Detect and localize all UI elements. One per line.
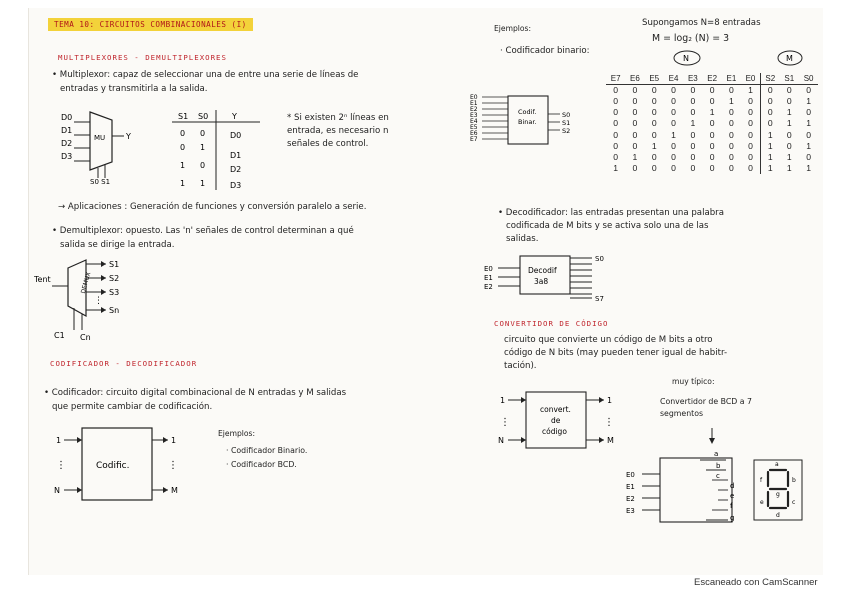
table-cell: 0 xyxy=(613,107,619,118)
svg-text:D2: D2 xyxy=(230,165,242,174)
section-heading-mux: MULTIPLEXORES - DEMULTIPLEXORES xyxy=(58,53,227,62)
table-cell: 0 xyxy=(748,163,753,174)
demux-control-cn: Cn xyxy=(80,333,91,342)
table-row xyxy=(606,96,818,107)
encoder-block-label-2: Binar. xyxy=(518,118,537,126)
demux-output-s2: S2 xyxy=(109,274,120,283)
suppose-n-line: Supongamos N=8 entradas xyxy=(642,18,761,28)
table-cell: 0 xyxy=(748,96,753,107)
table-cell: 0 xyxy=(671,163,676,174)
table-cell: 0 xyxy=(651,85,657,95)
table-cell: 1 xyxy=(786,107,792,118)
codificador-definition-line-1: • Codificador: circuito digital combinacional de N entradas y M salidas xyxy=(44,388,347,398)
table-cell: 0 xyxy=(632,129,638,140)
codificador-block-label: Codific. xyxy=(96,461,130,471)
encoder-input-e2: E2 xyxy=(470,106,478,113)
converter-output-top: 1 xyxy=(607,396,613,405)
convertidor-definition-line-2: código de N bits (may pueden tener igual de habitr- xyxy=(504,348,728,358)
mux-input-d3: D3 xyxy=(61,152,73,161)
table-cell: 0 xyxy=(760,85,779,97)
table-cell: 0 xyxy=(748,118,753,129)
mux-select-lines: S0 S1 xyxy=(90,178,111,184)
bcd-converter-line-2: segmentos xyxy=(660,409,704,418)
table-cell: 0 xyxy=(671,85,676,95)
decoder-block-label-2: 3a8 xyxy=(534,277,549,286)
binary-encoder-truth-table xyxy=(606,73,818,174)
mux-table-header-s1: S1 xyxy=(178,112,189,121)
svg-text:1: 1 xyxy=(180,179,186,188)
truth-table-header-s1: S1 xyxy=(780,73,799,85)
mux-table-row xyxy=(180,143,241,160)
svg-text:D3: D3 xyxy=(230,181,242,190)
svg-text:0: 0 xyxy=(180,143,186,152)
table-cell: 0 xyxy=(729,118,734,129)
table-cell: 1 xyxy=(806,163,811,174)
table-cell: 0 xyxy=(613,85,619,95)
svg-text:⋮: ⋮ xyxy=(168,460,178,471)
decoder-input-e1: E1 xyxy=(484,274,493,282)
convertidor-definition-line-3: tación). xyxy=(504,361,537,371)
truth-table-header-e6: E6 xyxy=(625,73,644,85)
examples-title-left: Ejemplos: xyxy=(218,429,256,438)
decoder-output-s7: S7 xyxy=(595,295,604,303)
codificador-output-top: 1 xyxy=(171,436,177,445)
table-cell: 0 xyxy=(786,85,792,95)
table-cell: 1 xyxy=(729,96,734,107)
mux-definition-line-2: entradas y transmitirla a la salida. xyxy=(60,84,208,94)
segment-output-g: g xyxy=(730,514,735,522)
applications-line: → Aplicaciones : Generación de funciones y conversión paralelo a serie. xyxy=(58,202,367,212)
decodificador-definition-line-3: salidas. xyxy=(506,234,539,244)
svg-text:1: 1 xyxy=(200,143,206,152)
encoder-output-s1: S1 xyxy=(562,119,571,127)
svg-text:⋮: ⋮ xyxy=(56,460,66,471)
table-cell: 0 xyxy=(613,118,619,129)
examples-title-right: Ejemplos: xyxy=(494,24,532,33)
table-cell: 1 xyxy=(786,118,792,129)
encoder-input-e5: E5 xyxy=(470,124,478,131)
demux-output-s3: S3 xyxy=(109,288,120,297)
scanner-watermark: Escaneado con CamScanner xyxy=(694,577,818,588)
truth-table-header-s2: S2 xyxy=(760,73,779,85)
decodificador-diagram xyxy=(482,250,622,306)
table-cell: 0 xyxy=(729,129,734,140)
bcd-input-e3: E3 xyxy=(626,507,635,515)
demux-block-label: DEMUX xyxy=(79,271,93,295)
table-cell: 0 xyxy=(651,129,657,140)
table-cell: 0 xyxy=(729,140,734,151)
encoder-input-e7: E7 xyxy=(470,136,478,143)
table-cell: 1 xyxy=(748,85,753,95)
example-bcd: · Codificador BCD. xyxy=(226,460,297,469)
segment-output-f: f xyxy=(730,502,733,510)
decoder-block-label-1: Decodif xyxy=(528,266,557,275)
decodificador-definition-line-1: • Decodificador: las entradas presentan una palabra xyxy=(498,208,724,218)
table-cell: 0 xyxy=(748,152,753,163)
table-row xyxy=(606,85,818,97)
svg-text:⋮: ⋮ xyxy=(604,417,614,428)
table-cell: 0 xyxy=(613,152,619,163)
table-cell: 1 xyxy=(632,152,638,163)
table-cell: 0 xyxy=(806,152,811,163)
table-cell: 0 xyxy=(786,129,792,140)
svg-text:b: b xyxy=(792,477,796,484)
bcd-converter-line-1: Convertidor de BCD a 7 xyxy=(660,397,752,406)
truth-table-header-e3: E3 xyxy=(683,73,702,85)
truth-table-header-s0: S0 xyxy=(799,73,818,85)
bcd-input-e0: E0 xyxy=(626,471,635,479)
decoder-output-s0: S0 xyxy=(595,255,604,263)
code-converter-diagram xyxy=(494,388,624,452)
truth-table-header-e5: E5 xyxy=(645,73,664,85)
decodificador-definition-line-2: codificada de M bits y se activa solo una de las xyxy=(506,221,709,231)
mux-table-header-y: Y xyxy=(232,112,237,121)
table-cell: 0 xyxy=(690,85,696,95)
encoder-input-e1: E1 xyxy=(470,100,478,107)
mux-input-d1: D1 xyxy=(61,126,73,135)
svg-text:0: 0 xyxy=(200,129,206,138)
table-cell: 0 xyxy=(690,163,696,174)
encoder-output-s0: S0 xyxy=(562,111,571,119)
mux-diagram xyxy=(60,108,140,184)
truth-table-header-e7: E7 xyxy=(606,73,625,85)
demux-diagram xyxy=(34,254,144,342)
table-cell: 0 xyxy=(748,107,753,118)
table-cell: 0 xyxy=(671,140,676,151)
table-cell: 0 xyxy=(632,118,638,129)
table-cell: 1 xyxy=(760,152,779,163)
table-cell: 0 xyxy=(632,96,638,107)
table-cell: 1 xyxy=(671,129,676,140)
truth-table-header-e1: E1 xyxy=(722,73,741,85)
decoder-input-e2: E2 xyxy=(484,283,493,291)
table-cell: 0 xyxy=(651,96,657,107)
codificador-diagram xyxy=(50,422,190,506)
codificador-input-bottom: N xyxy=(54,486,60,495)
svg-text:⋮: ⋮ xyxy=(94,296,103,306)
table-cell: 1 xyxy=(786,163,792,174)
mux-table-header-s0: S0 xyxy=(198,112,209,121)
table-cell: 0 xyxy=(690,152,696,163)
table-cell: 1 xyxy=(709,107,715,118)
table-cell: 0 xyxy=(709,129,715,140)
badge-m: M xyxy=(786,54,793,63)
truth-table-header-e0: E0 xyxy=(741,73,760,85)
table-row xyxy=(606,152,818,163)
encoder-input-e3: E3 xyxy=(470,112,478,119)
table-cell: 0 xyxy=(651,152,657,163)
mux-note-line-3: señales de control. xyxy=(287,139,369,149)
section-heading-codificador: CODIFICADOR - DECODIFICADOR xyxy=(50,359,198,368)
mux-note-line-1: * Si existen 2ⁿ líneas en xyxy=(287,113,389,123)
demux-definition-line-1: • Demultiplexor: opuesto. Las 'n' señales de control determinan a qué xyxy=(52,226,354,236)
converter-input-top: 1 xyxy=(500,396,506,405)
mux-truth-table xyxy=(170,108,265,194)
svg-text:1: 1 xyxy=(200,179,206,188)
table-cell: 1 xyxy=(806,96,811,107)
convertidor-definition-line-1: circuito que convierte un código de M bits a otro xyxy=(504,335,713,345)
mux-table-row xyxy=(180,179,241,190)
table-cell: 0 xyxy=(613,96,619,107)
seven-segment-display-icon xyxy=(754,460,802,520)
table-cell: 1 xyxy=(760,163,779,174)
segment-output-d: d xyxy=(730,482,735,490)
codificador-definition-line-2: que permite cambiar de codificación. xyxy=(52,402,213,412)
nm-badges xyxy=(660,49,810,67)
demux-output-sn: Sn xyxy=(109,306,120,315)
converter-block-label-1: convert. xyxy=(540,405,571,414)
mux-input-d2: D2 xyxy=(61,139,73,148)
converter-output-bottom: M xyxy=(607,436,614,445)
typical-label: muy típico: xyxy=(672,377,715,386)
table-cell: 0 xyxy=(613,140,619,151)
topic-title: TEMA 10: CIRCUITOS COMBINACIONALES (I) xyxy=(48,18,253,31)
converter-input-bottom: N xyxy=(498,436,504,445)
svg-text:e: e xyxy=(760,499,764,506)
table-cell: 0 xyxy=(632,107,638,118)
demux-definition-line-2: salida se dirige la entrada. xyxy=(60,240,175,250)
truth-table-header-e4: E4 xyxy=(664,73,683,85)
table-cell: 0 xyxy=(786,140,792,151)
table-cell: 0 xyxy=(729,107,734,118)
table-row xyxy=(606,163,818,174)
table-cell: 0 xyxy=(806,107,811,118)
table-row xyxy=(606,118,818,129)
decoder-input-e0: E0 xyxy=(484,265,493,273)
encoder-input-e0: E0 xyxy=(470,94,478,101)
encoder-input-e6: E6 xyxy=(470,130,478,137)
table-cell: 0 xyxy=(671,107,676,118)
table-cell: 0 xyxy=(651,107,657,118)
encoder-output-s2: S2 xyxy=(562,127,571,135)
table-cell: 1 xyxy=(806,118,811,129)
table-cell: 0 xyxy=(806,129,811,140)
table-cell: 0 xyxy=(709,163,715,174)
table-cell: 0 xyxy=(690,140,696,151)
demux-input-label: Tent xyxy=(34,275,51,284)
mux-note-line-2: entrada, es necesario n xyxy=(287,126,389,136)
mux-definition-line-1: • Multiplexor: capaz de seleccionar una de entre una serie de líneas de xyxy=(52,70,359,80)
svg-text:0: 0 xyxy=(180,129,186,138)
table-cell: 0 xyxy=(690,96,696,107)
mux-table-row xyxy=(180,129,241,140)
formula-line: M = log₂ (N) = 3 xyxy=(652,33,730,44)
table-cell: 0 xyxy=(786,96,792,107)
table-cell: 0 xyxy=(671,118,676,129)
converter-block-label-2: de xyxy=(551,416,561,425)
svg-text:a: a xyxy=(775,461,779,468)
table-cell: 0 xyxy=(760,118,779,129)
table-cell: 0 xyxy=(729,85,734,95)
codificador-input-top: 1 xyxy=(56,436,62,445)
mux-input-d0: D0 xyxy=(61,113,73,122)
table-cell: 0 xyxy=(709,140,715,151)
bcd-input-e2: E2 xyxy=(626,495,635,503)
svg-text:d: d xyxy=(776,512,780,519)
segment-output-e: e xyxy=(730,492,735,500)
encoder-block-label-1: Codif. xyxy=(518,108,537,116)
truth-table-header-e2: E2 xyxy=(702,73,721,85)
table-row xyxy=(606,107,818,118)
converter-block-label-3: código xyxy=(542,427,567,436)
section-heading-convertidor: CONVERTIDOR DE CÓDIGO xyxy=(494,319,609,328)
table-cell: 0 xyxy=(729,163,734,174)
svg-text:c: c xyxy=(792,499,796,506)
mux-table-row xyxy=(180,161,241,174)
table-cell: 0 xyxy=(632,163,638,174)
table-cell: 0 xyxy=(651,163,657,174)
table-cell: 1 xyxy=(806,140,811,151)
table-cell: 1 xyxy=(760,141,779,152)
svg-text:⋮: ⋮ xyxy=(500,417,510,428)
table-cell: 1 xyxy=(760,130,779,141)
table-cell: 0 xyxy=(748,140,753,151)
table-cell: 0 xyxy=(748,129,753,140)
svg-text:0: 0 xyxy=(200,161,206,170)
segment-output-c: c xyxy=(716,472,720,480)
segment-output-a: a xyxy=(714,450,719,458)
table-cell: 0 xyxy=(709,152,715,163)
svg-text:D1: D1 xyxy=(230,151,242,160)
table-cell: 0 xyxy=(651,118,657,129)
table-cell: 0 xyxy=(709,85,715,95)
bcd-7segment-diagram xyxy=(626,424,816,534)
binary-encoder-title: · Codificador binario: xyxy=(500,46,590,56)
bcd-input-e1: E1 xyxy=(626,483,635,491)
badge-n: N xyxy=(683,54,689,63)
table-cell: 0 xyxy=(729,152,734,163)
table-cell: 0 xyxy=(632,85,638,95)
table-cell: 0 xyxy=(690,129,696,140)
svg-text:g: g xyxy=(776,491,780,498)
table-cell: 0 xyxy=(671,152,676,163)
table-cell: 1 xyxy=(690,118,696,129)
mux-output-y: Y xyxy=(126,132,131,141)
table-cell: 0 xyxy=(709,96,715,107)
table-cell: 0 xyxy=(671,96,676,107)
encoder-input-e4: E4 xyxy=(470,118,478,125)
table-row xyxy=(606,130,818,141)
svg-text:D0: D0 xyxy=(230,131,242,140)
example-binario: · Codificador Binario. xyxy=(226,446,308,455)
svg-text:f: f xyxy=(760,477,763,484)
demux-control-c1: C1 xyxy=(54,331,65,340)
segment-output-b: b xyxy=(716,462,721,470)
table-cell: 0 xyxy=(613,129,619,140)
table-cell: 1 xyxy=(786,152,792,163)
table-cell: 1 xyxy=(613,163,619,174)
table-cell: 0 xyxy=(709,118,715,129)
table-row xyxy=(606,141,818,152)
table-cell: 1 xyxy=(651,140,657,151)
table-cell: 0 xyxy=(632,140,638,151)
svg-text:1: 1 xyxy=(180,161,186,170)
table-cell: 0 xyxy=(806,85,811,95)
demux-output-s1: S1 xyxy=(109,260,120,269)
table-cell: 0 xyxy=(690,107,696,118)
binary-encoder-diagram xyxy=(470,88,580,160)
table-cell: 0 xyxy=(760,107,779,118)
table-cell: 0 xyxy=(760,96,779,107)
codificador-output-bottom: M xyxy=(171,486,178,495)
mux-block-label: MU xyxy=(94,134,106,142)
